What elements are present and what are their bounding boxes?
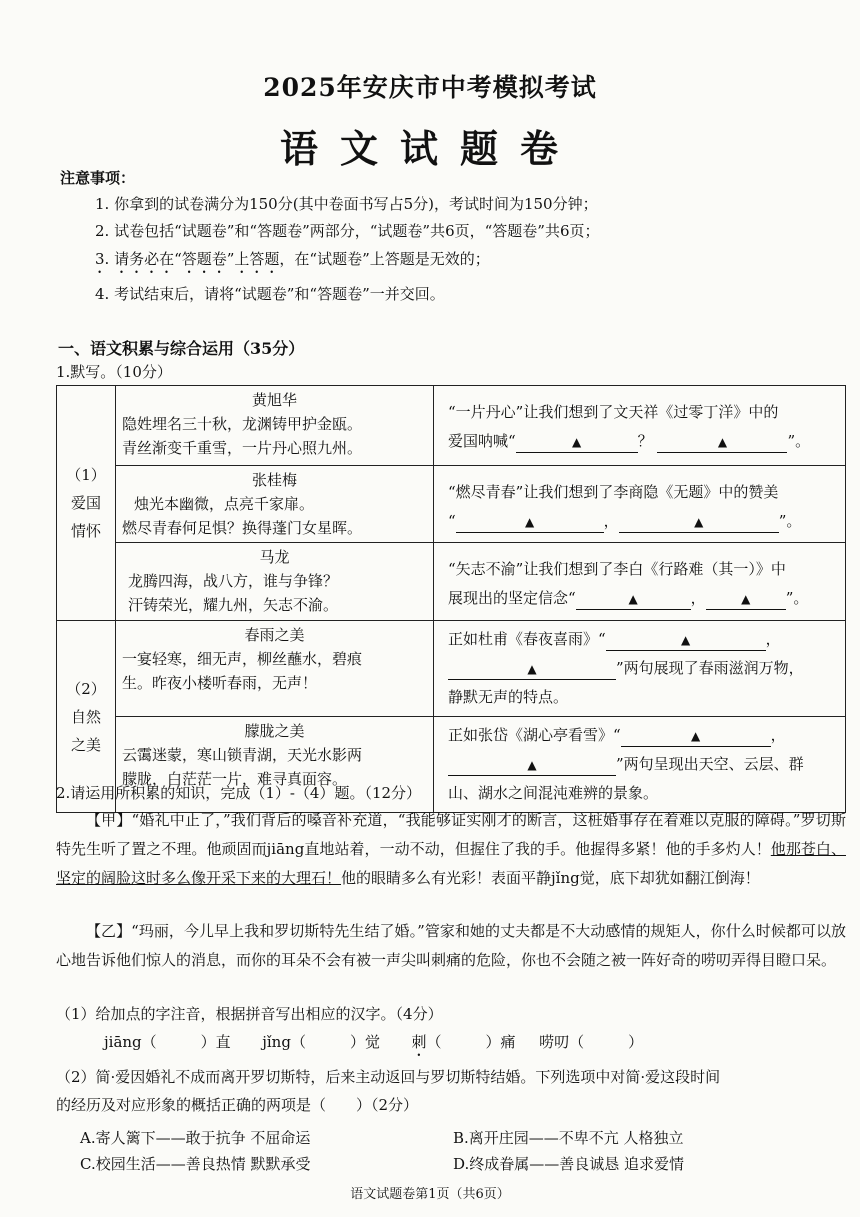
underlined-sentence: 他那苍白、坚定的阔脸这时多么像开采下来的大理石！ xyxy=(56,840,846,887)
notice-item: 2. 试卷包括“试题卷”和“答题卷”两部分，“试题卷”共6页，“答题卷”共6页； xyxy=(95,222,600,240)
section-title: 一、语文积累与综合运用（35分） xyxy=(58,339,305,358)
passage-b: 【乙】“玛丽，今儿早上我和罗切斯特先生结了婚。”管家和她的丈夫都是不大动感情的规矩人，你什么时候都可以放心地告诉他们惊人的消息，而你的耳朵不会有被一声尖叫刺痛的危险，你也不会随之被一阵好奇的唠叨弄得目瞪口呆。 xyxy=(56,922,846,969)
notice-item-emphasis: 3. 请务必在“答题卷”上答题 xyxy=(95,250,280,268)
question-1-label: 1.默写。（10分） xyxy=(56,363,172,381)
answer-blank[interactable]: ▲ xyxy=(657,432,787,453)
question-2-label: 2.请运用所积累的知识，完成（1）-（4）题。（12分） xyxy=(56,784,422,802)
answer-blank[interactable]: ▲ xyxy=(456,512,604,533)
poem-line: 朦胧，白茫茫一片，难寻真面容。 xyxy=(122,770,348,788)
fill-line: 展现出的坚定信念“ ▲ ， ▲ ”。 xyxy=(448,584,837,613)
fill-line: 山、湖水之间混沌难辨的景象。 xyxy=(448,784,659,802)
sub-question-1: （1）给加点的字注音，根据拼音写出相应的汉字。（4分） xyxy=(56,1005,443,1023)
poem-line: 青丝渐变千重雪，一片丹心照九州。 xyxy=(122,439,363,457)
poem-cell xyxy=(116,621,434,717)
answer-blank[interactable]: ▲ xyxy=(706,589,786,610)
poem-cell xyxy=(116,386,434,466)
fill-line: “ ▲ ， ▲ ”。 xyxy=(448,507,837,536)
exam-title: 2025年安庆市中考模拟考试 xyxy=(263,73,597,102)
poem-line: 生。昨夜小楼听春雨，无声！ xyxy=(122,674,318,692)
poem-cell xyxy=(116,466,434,543)
poem-line: 烛光本幽微，点亮千家扉。 xyxy=(134,495,315,513)
fill-cell xyxy=(434,386,846,466)
poem-cell xyxy=(116,543,434,621)
poem-heading: 朦胧之美 xyxy=(244,722,305,740)
fill-cell xyxy=(434,621,846,717)
poem-line: 隐姓埋名三十秋，龙渊铸甲护金瓯。 xyxy=(122,415,363,433)
notice-item: 4. 考试结束后，请将“试题卷”和“答题卷”一并交回。 xyxy=(95,285,445,303)
answer-blank[interactable]: ▲ xyxy=(516,432,638,453)
pinyin-row: jiāng（ ）直 jǐng（ ）觉 刺（ ）痛 唠叨（ ） xyxy=(104,1033,644,1051)
fill-line: ▲ ”两句呈现出天空、云层、群 xyxy=(448,750,837,779)
poem-line: 云霭迷蒙，寒山锁青湖，天光水影两 xyxy=(122,746,363,764)
fill-cell xyxy=(434,543,846,621)
sub-question-2: （2）简·爱因婚礼不成而离开罗切斯特，后来主动返回与罗切斯特结婚。下列选项中对简·爱这段时间 xyxy=(56,1068,721,1086)
option-c[interactable]: C.校园生活——善良热情 默默承受 xyxy=(80,1155,311,1173)
fill-line: ▲ ”两句展现了春雨滋润万物， xyxy=(448,654,837,683)
poem-line: 燃尽青春何足惧？换得蓬门女星晖。 xyxy=(122,519,363,537)
fill-line: 爱国呐喊“ ▲ ？ ▲ ”。 xyxy=(448,427,837,456)
fill-line: 正如张岱《湖心亭看雪》“ ▲ ， xyxy=(448,721,837,750)
poem-line: 汗铸荣光，耀九州，矢志不渝。 xyxy=(128,596,339,614)
category-cell: （2） 自然 之美 xyxy=(57,621,116,813)
fill-prompt: “一片丹心”让我们想到了文天祥《过零丁洋》中的 xyxy=(448,403,779,421)
notice-item: 1. 你拿到的试卷满分为150分(其中卷面书写占5分)，考试时间为150分钟； xyxy=(95,195,598,213)
fill-line: 静默无声的特点。 xyxy=(448,688,569,706)
answer-blank[interactable]: ▲ xyxy=(448,755,616,776)
category-cell: （1） 爱国 情怀 xyxy=(57,386,116,621)
option-d[interactable]: D.终成眷属——善良诚恳 追求爱情 xyxy=(453,1155,685,1173)
recitation-table xyxy=(56,385,846,813)
answer-blank[interactable]: ▲ xyxy=(606,630,766,651)
option-a[interactable]: A.寄人篱下——敢于抗争 不屈命运 xyxy=(80,1129,311,1147)
fill-cell xyxy=(434,466,846,543)
answer-blank[interactable]: ▲ xyxy=(619,512,779,533)
poem-line: 龙腾四海，战八方，谁与争锋？ xyxy=(128,572,339,590)
notice-item xyxy=(95,248,490,277)
fill-prompt: “矢志不渝”让我们想到了李白《行路难（其一）》中 xyxy=(448,560,786,578)
poem-heading: 张桂梅 xyxy=(251,471,297,489)
fill-prompt: “燃尽青春”让我们想到了李商隐《无题》中的赞美 xyxy=(448,483,779,501)
answer-blank[interactable]: ▲ xyxy=(576,589,691,610)
poem-heading: 春雨之美 xyxy=(244,626,305,644)
sub-question-2-cont: 的经历及对应形象的概括正确的两项是（ ）（2分） xyxy=(56,1096,419,1114)
fill-cell xyxy=(434,717,846,813)
notice-item-rest: ，在“试题卷”上答题是无效的； xyxy=(279,250,490,268)
fill-line: 正如杜甫《春夜喜雨》“ ▲ ， xyxy=(448,625,837,654)
option-b[interactable]: B.离开庄园——不卑不亢 人格独立 xyxy=(453,1129,684,1147)
passage-a: 【甲】“婚礼中止了，”我们背后的嗓音补充道，“我能够证实刚才的断言，这桩婚事存在着难以克服的障碍。”罗切斯特先生听了置之不理。他顽固而jiāng直地站着，一动不动，但握住了我的手。他握得多紧！他的手多灼人！他那苍白、坚定的阔脸这时多么像开采下来的大理石！他的眼睛多么有光彩！表面平静jǐng觉，底下却犹如翻江倒海！ xyxy=(56,811,846,887)
answer-blank[interactable]: ▲ xyxy=(621,726,771,747)
paper-subtitle: 语文试题卷 xyxy=(279,126,580,171)
poem-heading: 黄旭华 xyxy=(251,391,297,409)
answer-blank[interactable]: ▲ xyxy=(448,659,616,680)
poem-line: 一宴轻寒，细无声，柳丝蘸水，碧痕 xyxy=(122,650,363,668)
notice-heading: 注意事项： xyxy=(60,169,136,187)
poem-heading: 马龙 xyxy=(259,548,290,566)
page-footer: 语文试题卷第1页（共6页） xyxy=(350,1187,510,1202)
